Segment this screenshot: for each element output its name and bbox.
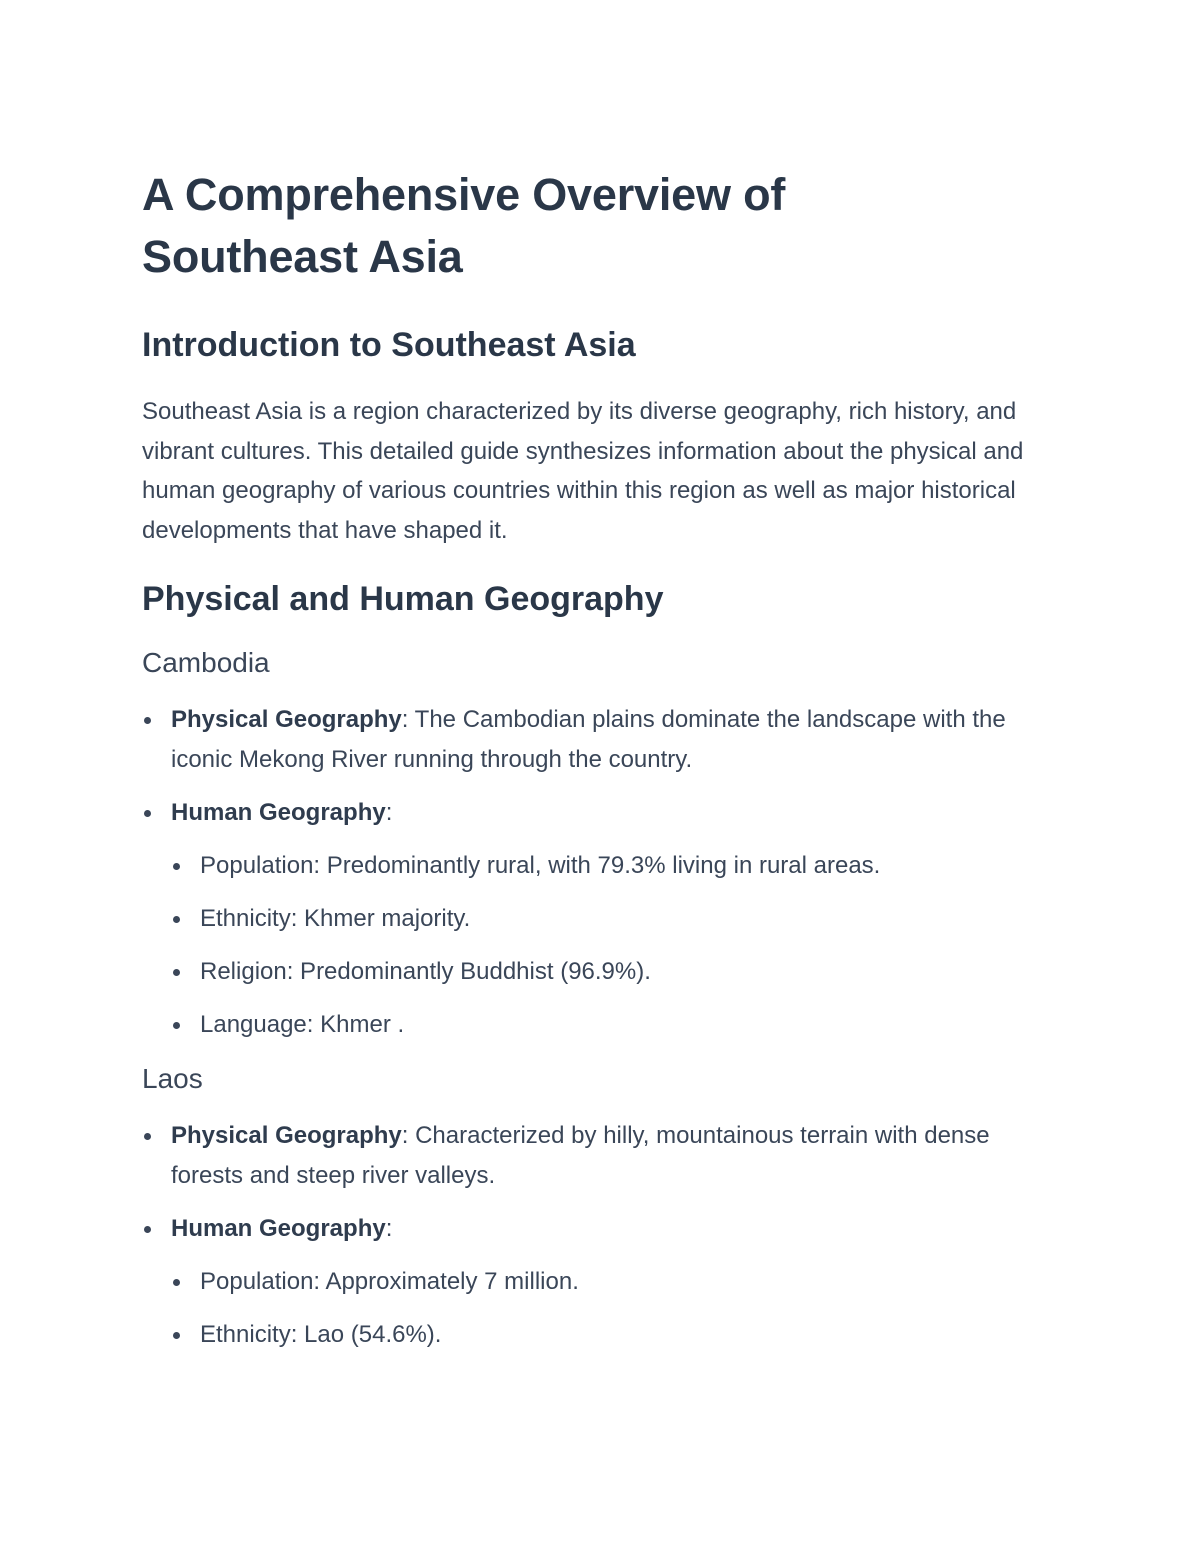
physical-geography-text: : Characterized by hilly, mountainous terrain with dense forests and steep river valleys. bbox=[171, 1122, 990, 1189]
list-item bbox=[142, 700, 1052, 780]
page-title: A Comprehensive Overview of Southeast Asia bbox=[142, 169, 786, 282]
list-item bbox=[142, 1116, 1052, 1196]
country-heading-cambodia: Cambodia bbox=[142, 647, 270, 678]
list-item: Population: Predominantly rural, with 79.3% living in rural areas. bbox=[171, 846, 1052, 886]
geography-heading: Physical and Human Geography bbox=[142, 580, 664, 618]
cambodia-geography-list bbox=[142, 700, 1052, 1045]
list-item bbox=[142, 793, 1052, 1045]
human-geography-label: Human Geography bbox=[171, 1215, 386, 1242]
physical-geography-label: Physical Geography bbox=[171, 1122, 402, 1149]
human-geography-suffix: : bbox=[385, 1215, 393, 1242]
human-geography-suffix: : bbox=[385, 799, 393, 826]
document-page bbox=[142, 164, 1052, 1355]
list-item: Language: Khmer . bbox=[171, 1005, 1052, 1045]
intro-heading: Introduction to Southeast Asia bbox=[142, 326, 636, 364]
list-item: Ethnicity: Khmer majority. bbox=[171, 899, 1052, 939]
cambodia-human-sublist bbox=[171, 846, 1052, 1045]
list-item: Religion: Predominantly Buddhist (96.9%). bbox=[171, 952, 1052, 992]
list-item: Ethnicity: Lao (54.6%). bbox=[171, 1315, 1052, 1355]
country-heading-laos: Laos bbox=[142, 1063, 203, 1094]
list-item: Population: Approximately 7 million. bbox=[171, 1262, 1052, 1302]
laos-human-sublist bbox=[171, 1262, 1052, 1355]
list-item bbox=[142, 1209, 1052, 1355]
laos-geography-list bbox=[142, 1116, 1052, 1355]
physical-geography-text: : The Cambodian plains dominate the landscape with the iconic Mekong River running through the country. bbox=[171, 706, 1006, 773]
human-geography-label: Human Geography bbox=[171, 799, 386, 826]
physical-geography-label: Physical Geography bbox=[171, 706, 402, 733]
intro-paragraph: Southeast Asia is a region characterized by its diverse geography, rich history, and vibrant cultures. This detailed guide synthesizes information about the physical and human geography of various countries within this region as well as major historical developments that have shaped it. bbox=[142, 398, 1024, 544]
